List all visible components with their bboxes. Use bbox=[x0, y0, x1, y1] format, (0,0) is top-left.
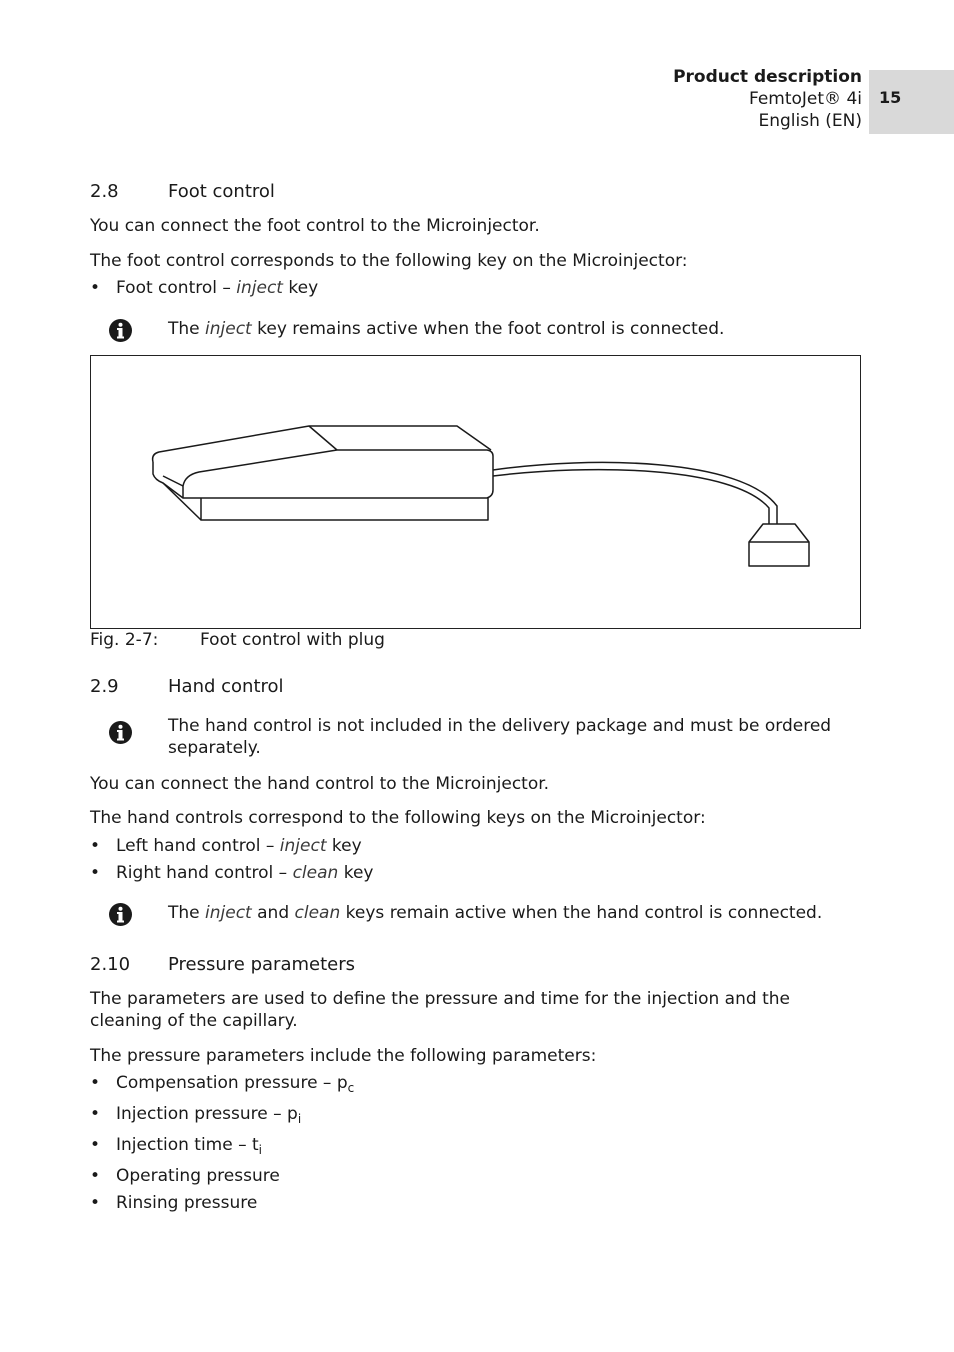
page-number-tab bbox=[869, 70, 954, 134]
foot-control-illustration bbox=[91, 356, 860, 628]
section-heading-2-8: 2.8 Foot control bbox=[90, 181, 275, 202]
note-text: The inject and clean keys remain active when the hand control is connected. bbox=[168, 903, 823, 923]
list-item: • Right hand control – clean key bbox=[90, 863, 374, 883]
figure-caption: Fig. 2-7: Foot control with plug bbox=[90, 630, 385, 650]
list-item: • Compensation pressure – $p_c$ bbox=[90, 1073, 355, 1095]
list-item: • Foot control – inject key bbox=[90, 278, 319, 298]
figure-frame bbox=[90, 355, 861, 629]
note-text: The hand control is not included in the delivery package and must be ordered separately. bbox=[168, 716, 832, 758]
note-text: The inject key remains active when the foot control is connected. bbox=[168, 319, 725, 339]
section-heading-2-9: 2.9 Hand control bbox=[90, 676, 284, 697]
list-item: • Injection pressure – $p_i$ bbox=[90, 1104, 302, 1126]
list-item: • Rinsing pressure bbox=[90, 1193, 258, 1213]
header-language: English (EN) bbox=[758, 111, 862, 131]
paragraph: The hand controls correspond to the following keys on the Microinjector: bbox=[90, 808, 706, 828]
list-item: • Injection time – $t_i$ bbox=[90, 1135, 263, 1157]
section-heading-2-10: 2.10 Pressure parameters bbox=[90, 954, 355, 975]
header-product: FemtoJet® 4i bbox=[748, 89, 862, 109]
paragraph: You can connect the foot control to the Microinjector. bbox=[90, 216, 540, 236]
info-icon bbox=[108, 318, 133, 343]
info-icon bbox=[108, 720, 133, 745]
page-number: 15 bbox=[879, 88, 902, 107]
list-item: • Left hand control – inject key bbox=[90, 836, 362, 856]
paragraph: The pressure parameters include the following parameters: bbox=[90, 1046, 597, 1066]
paragraph: The foot control corresponds to the following key on the Microinjector: bbox=[90, 251, 688, 271]
list-item: • Operating pressure bbox=[90, 1166, 280, 1186]
paragraph: The parameters are used to define the pressure and time for the injection and the cleaning of the capillary. bbox=[90, 989, 790, 1031]
info-icon bbox=[108, 902, 133, 927]
paragraph: You can connect the hand control to the Microinjector. bbox=[90, 774, 550, 794]
header-section-title: Product description bbox=[673, 67, 862, 87]
